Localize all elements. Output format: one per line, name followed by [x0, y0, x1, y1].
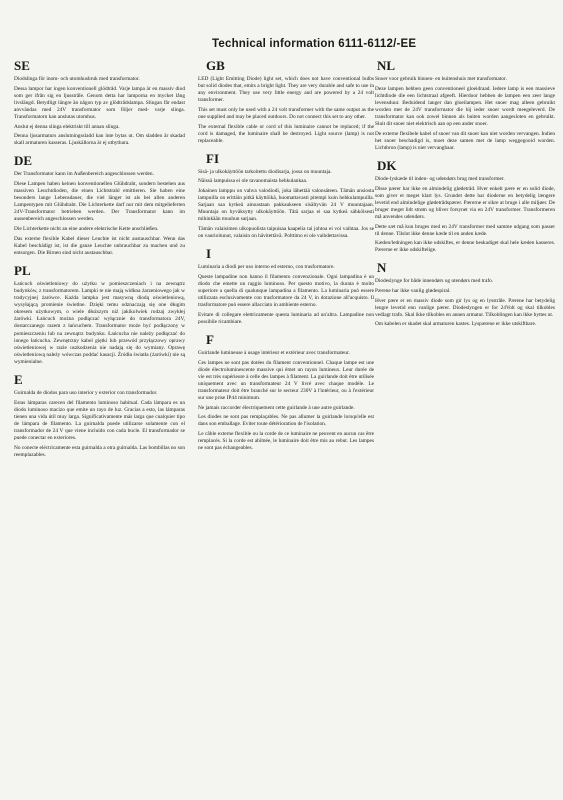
paragraph: Der Transformator kann im Außenbereich angeschlossen werden.: [14, 171, 154, 178]
paragraph: No conecte eléctricamente esta guirnalda a otra guirnalda. Las bombillas no son reemplazables.: [14, 444, 185, 458]
language-section-dk: [375, 158, 555, 254]
language-code-heading: F: [206, 331, 214, 347]
paragraph: Ne jamais raccorder électriquement cette guirlande à une autre guirlande.: [198, 404, 355, 411]
language-code-heading: I: [206, 246, 212, 262]
paragraph: Om kabelen er skadet skal armaturen kastes. Lyspærene er ikke utskiftbare.: [375, 321, 537, 328]
paragraph: Deze lampen hebben geen conventioneel gloeidraad. Iedere lamp is een massieve lichtdiode die een lichtstraal afgeeft. Hierdoor hebben de lampen een zeer lange levensduur. Beduidend langer dan gloeilampen. Het snoer mag alleen gebruikt worden met de 24V transformator die bij ieder snoer wordt meegeleverd. De transformator kan ook zowel binnen als buiten worden aangesloten en gebruikt. Sluit dit snoer niet elektrisch aan op een ander snoer.: [375, 85, 555, 128]
paragraph: Disse pærer har ikke en almindelig glødetråd. Hver enkelt pære er en solid diode, som giver et meget klart lys. Grundet dette har dioderne en betydelig længere levetid end almindelige glødetrådspærer. Pærerne er sikre at bruge i alle miljøer. De bruger meget lidt strøm og bliver forsynet via en 24V transformer. Transformeren må anvendes udendørs.: [375, 185, 555, 220]
language-section-gb: [198, 58, 374, 145]
language-code-heading: DK: [377, 157, 397, 173]
language-section-nl: [375, 58, 555, 152]
paragraph: Tämän valaisimen ulkopuolista taipuisaa kaapelia tai johtoa ei voi vaihtaa. Jos se on vaurioitunut, valaisin on hävitettävä. Polttimo ei ole vaihdettavissa.: [198, 226, 374, 240]
paragraph: Kæden/ledningen kan ikke udskiftes, er denne beskadiget skal hele kæden kasseres. Pærerne er ikke udskiftelige.: [375, 240, 555, 254]
paragraph: Le câble externe flexible ou la corde de ce luminaire ne peuvent en aucun cas être remplacés. Si la corde est abîmée, le luminaire doit être mis au rebut. Les lampes ne sont pas échangeables.: [198, 430, 374, 452]
paragraph: Snoer voor gebruik binnen- en buitenshuis met transformator.: [375, 76, 507, 82]
paragraph: The external flexible cable or cord of this luminaire cannot be replaced; if the cord is damaged, the luminaire shall be destroyed. Light source (lamp) is not replaceable.: [198, 123, 374, 144]
paragraph: Dessa lampor har ingen konventionell glödtråd. Varje lampa är en massiv diod som ger ifrån sig en ljusstråle. Genom detta har lamporna en mycket lång livslängd. Betydligt längre än någon typ av glödtrådslampa. Slingan får endast anvvändas med 24V transformator som följer med- varje slinga. Transformatorn kan anslutas utomhus.: [14, 85, 185, 120]
paragraph: De externe flexibele kabel of snoer van dit snoer kan niet worden vervangen. Indien het snoer beschadigd is, moet deze samen met de lamp weggegooid worden. Lichtbron (lamp) is niet vervangbaar.: [375, 130, 555, 151]
column-middle: [198, 58, 374, 458]
paragraph: Das externe flexible Kabel dieser Leuchte ist nicht austauschbar. Wenn das Kabel beschädigt ist, ist die ganze Leuchte unbrauchbar zu machen und zu entsorgen. Die Birnen sind nicht austauschbar.: [14, 235, 185, 256]
paragraph: Guirlande lumineuse à usage intérieur et extérieur avec transformateur.: [198, 349, 350, 356]
paragraph: Evitare di collegare elettricamente questa luminaria ad un'altra. Lampadine non possibile ricambiare.: [198, 311, 374, 325]
paragraph: Denna ljusarmaturs anslutningssladd kan inte bytas ut. Om sladden är skadad skall armaturen kasseras. Ljuskällorna är ej utbytbara.: [14, 133, 185, 147]
paragraph: Guirnalda de diodos para uso interior y exterior con transformador.: [14, 390, 158, 396]
language-section-n: [375, 260, 555, 328]
paragraph: Dette sæt må kun bruges med en 24V transformer med samme udgang som passer til denne. Tilslut ikke denne kæde til en anden kæde.: [375, 223, 555, 237]
paragraph: Diodslinga för inom- och utomhusbruk med transformator.: [14, 76, 140, 82]
paragraph: Die Lichterkette nicht an eine andere elektrische Kette anschließen.: [14, 226, 159, 232]
paragraph: Diode-lyskæde til inden- og udendørs brug med transformer.: [375, 175, 505, 182]
paragraph: Diese Lampen haben keinen konventionellen Glühdraht, sondern bestehen aus massiven Leuchtdioden, die einen Lichtstrahl emittieren. Sie haben eine besonders lange Lebensdauer, die viel länger ist als bei allen anderen Lampentypen mit Glühdraht. Die Lichterkette darf nur mit dem mitgelieferten 24V-Transformator betrieben werden. Der Transformator kann im aussenbereich angeschlossen werden.: [14, 180, 185, 223]
language-section-fi: [198, 151, 374, 240]
paragraph: Estas lámparas carecen del filamento luminoso habitual. Cada lámpara es un diodo luminoso macizo que emite un rayo de luz. Gracias a esto, las lámparas tienen una vida útil muy larga. Significativamente más larga que cualquier tipo de lámpara de filamento. La guirnalda puede utilizarse solamente con el transformador de 24 V que viene incluido con cada bucle. El transformador se puede conectar en exteriores.: [14, 399, 185, 442]
language-code-heading: GB: [206, 58, 225, 73]
paragraph: Näissä lampuissa ei ole tavanomaista hehkulankaa.: [198, 178, 308, 185]
language-section-de: [14, 153, 185, 257]
paragraph: Jokainen lamppu on vahva valodiodi, joka lähettää valonsäteen. Tämän ansiosta lampuilla on erittäin pitkä käyttöikä, huomattavasti pitempi kuin hehkulampuilla. Sarjaan saa kytkeä ainoastaan pakkaukseen sisältyvän 24 V muuntajaan. Muuntaja on hyväksytty ulkokäyttöön. Tätä sarjaa ei saa kytkeä sähköisesti mihinkään muuhun sarjaan.: [198, 188, 374, 223]
column-right: [375, 58, 555, 334]
paragraph: Anslut ej denna slinga elektriskt till annan slinga.: [14, 123, 120, 130]
document-title: Technical information 6111-6112/-EE: [212, 38, 417, 50]
language-code-heading: PL: [14, 262, 31, 278]
language-code-heading: FI: [206, 150, 219, 166]
language-code-heading: SE: [14, 58, 30, 73]
paragraph: Queste lampadine non hanno il filamento convenzionale. Ogni lampadina è un diodo che emette un raggio luminoso. Per questo motivo, la durata è molto superiore a quella di qualunque lampadina a filamento. La luminaria può essere utilizzata esclusivamente con trasformatore da 24 V, in dotazione all'acquisto. Il trasformatore può essere allacciato in ambiente esterno.: [198, 273, 374, 309]
paragraph: Łańcuch oświetleniowy do użytku w pomieszczeniach i na zewnątrz budynków, z transformatorem. Lampki te nie mają widkna żarzeniowego jak w tradycyjnej żarówce. Każda lampka jest masywną diodą oświetleniową, wysyłającą promienie świetlne. Dzięki temu odznaczają się one długim okresem użytkowym, o wiele dłuższym niż jakikolwiek rodzaj zwykłej żarówki. Łańcuch można podłączać wyłącznie do transformatora 24V, dostarczanego razem z łańcuchem. Transformator może być podłączony w pomieszczeniu lub na zewnątrz budynku. Łańcucha nie należy podłączać do innego łańcucha. Zewnętrzny kabel giętki lub przewód przyłączowy oprawy oświetleniowej w razie uszkodzenia nie nadają się do wymiany. Oprawę oświetleniową należy wówczas poddać kasacji. Źródła światła (żarówki) nie są wymienialne.: [14, 280, 185, 365]
language-code-heading: E: [14, 372, 23, 387]
language-code-heading: DE: [14, 153, 33, 169]
paragraph: Pærene har ikke vanlig glødespiral.: [375, 287, 451, 294]
language-section-pl: [14, 263, 185, 366]
paragraph: This set must only be used with a 24 volt transformer with the same output as the one supplied and may be placed outdoors. Do not connect this set to any other.: [198, 106, 374, 120]
paragraph: Luminaria a diodi per uso interno ed esterno, con trasformatore.: [198, 264, 335, 271]
paragraph: Diodeslynge for både innendørs og utendørs med trafo.: [375, 278, 494, 285]
paragraph: Ces lampes ne sont pas dotées du filament conventionnel. Chaque lampe est une diode électroluminescente massive qui émet un rayon lumineux. Leur durée de vie est très supérieure à celle des lampes à filament. La guirlande doit être utilisée uniquement avec un transformateur 24 V livré avec chaque modèle. Le transformateur doit être branché sur le secteur 230V à l'intérieur, ou à l'extérieur sur une prise IP44 minimum.: [198, 359, 374, 401]
language-code-heading: N: [377, 260, 387, 276]
paragraph: Sisä- ja ulkokäyttöön tarkoitettu diodisarja, jossa on muuntaja.: [198, 168, 332, 175]
paragraph: Hver pære er en massiv diode som gir lys og en lysstråle. Pærene har betydelig lengre levetid enn vanlige pærer. Diodeslyngen er for 24Volt og skal tilkobles vedlagt trafo. Skal ikke tilkobles en annen armatur. Tilkoblingen kan ikke byttes ut.: [375, 297, 555, 318]
language-section-i: [198, 246, 374, 326]
language-section-e: [14, 372, 185, 459]
language-code-heading: NL: [377, 58, 396, 73]
language-section-se: [14, 58, 185, 147]
paragraph: Les diodes ne sont pas remplaçables. Ne pas allumer la guirlande lorsqu'elle est dans son emballage. Eviter toute détérioration de l'isolation.: [198, 414, 374, 428]
language-section-f: [198, 332, 374, 452]
paragraph: LED (Light Emitting Diode) light set, which does not have conventional bulbs but solid diodes that, emits a bright light. They are very durable and safe to use in any environment. They use very little energy and are powered by a 24 volt transformer.: [198, 76, 374, 104]
column-left: [14, 58, 185, 465]
